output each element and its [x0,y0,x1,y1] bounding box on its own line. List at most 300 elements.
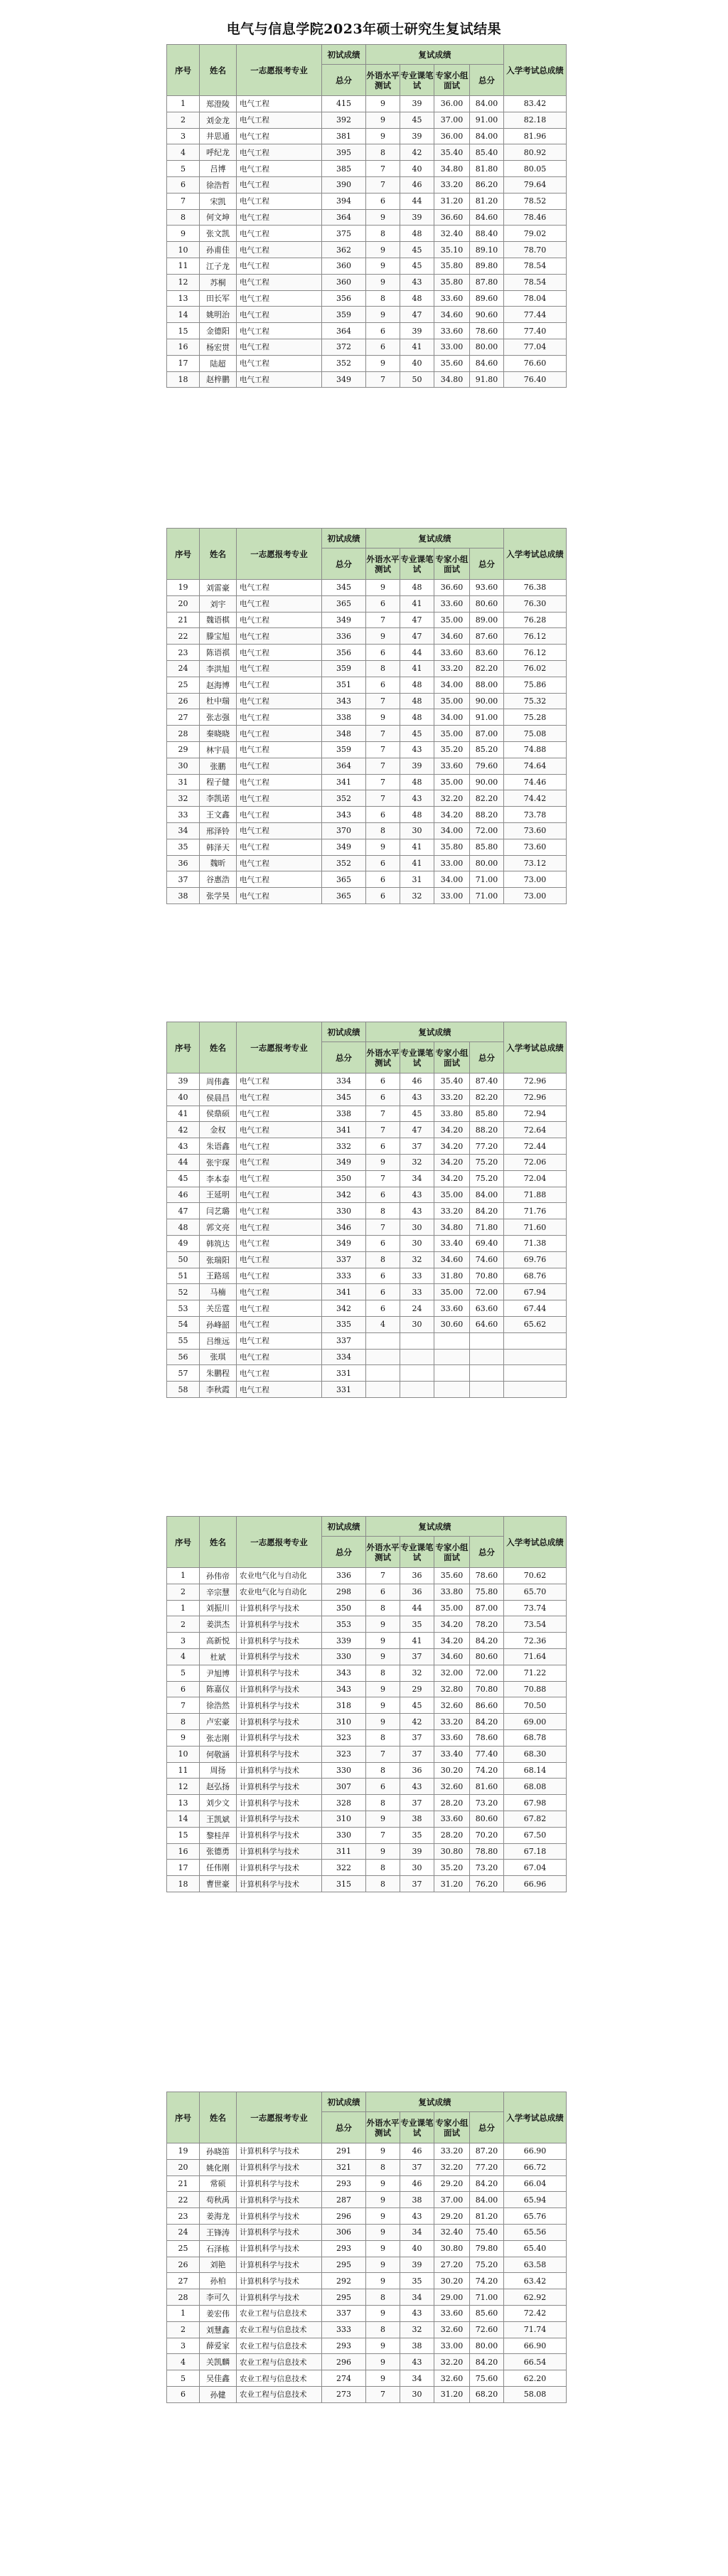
cell-seq: 5 [167,161,200,177]
cell-written: 48 [400,677,434,693]
cell-written [400,1365,434,1382]
cell-final-score: 78.46 [504,209,567,226]
cell-interview: 33.20 [434,1203,470,1219]
table-row [167,1779,567,1795]
cell-seq: 51 [167,1268,200,1284]
cell-major: 计算机科学与技术 [237,2159,322,2175]
cell-prelim-total: 392 [322,112,366,128]
table-row [167,2192,567,2208]
cell-seq: 15 [167,323,200,339]
header-interview: 专家小组面试 [434,1042,470,1074]
cell-foreign-lang: 7 [366,693,400,709]
cell-foreign-lang: 9 [366,1843,400,1860]
cell-retest-total: 73.20 [470,1795,504,1811]
cell-written: 41 [400,839,434,855]
cell-seq: 5 [167,2370,200,2387]
cell-written: 37 [400,1729,434,1746]
cell-retest-total: 80.60 [470,1648,504,1665]
cell-interview: 35.20 [434,741,470,758]
cell-name: 薛爱家 [200,2338,237,2354]
cell-foreign-lang: 4 [366,1316,400,1332]
header-foreign-lang: 外语水平测试 [366,65,400,96]
cell-foreign-lang: 7 [366,161,400,177]
cell-final-score: 66.04 [504,2175,567,2192]
score-table [166,528,567,904]
cell-major: 电气工程 [237,1316,322,1332]
cell-seq: 27 [167,709,200,726]
cell-interview: 34.80 [434,161,470,177]
table-row [167,1251,567,1268]
cell-final-score: 73.54 [504,1616,567,1633]
cell-major: 电气工程 [237,839,322,855]
cell-prelim-total: 296 [322,2208,366,2225]
cell-retest-total: 75.40 [470,2224,504,2240]
cell-final-score: 73.12 [504,855,567,871]
cell-final-score: 79.02 [504,226,567,242]
cell-retest-total: 89.60 [470,290,504,307]
table-row [167,2224,567,2240]
cell-written: 48 [400,580,434,596]
cell-interview: 33.20 [434,176,470,193]
cell-major: 电气工程 [237,1187,322,1203]
cell-prelim-total: 381 [322,128,366,144]
cell-interview: 33.60 [434,290,470,307]
table-row [167,1876,567,1892]
cell-name: 姚明治 [200,307,237,323]
cell-seq: 14 [167,307,200,323]
cell-written: 40 [400,161,434,177]
cell-name: 刘雷豪 [200,580,237,596]
cell-prelim-total: 352 [322,790,366,807]
cell-interview: 34.60 [434,1648,470,1665]
cell-name: 李本泰 [200,1170,237,1187]
header-prelim-total: 总分 [322,1042,366,1074]
cell-prelim-total: 287 [322,2192,366,2208]
header-major: 一志愿报考专业 [237,529,322,580]
table-row [167,1300,567,1317]
cell-written: 32 [400,888,434,904]
cell-prelim-total: 375 [322,226,366,242]
cell-retest-total: 90.00 [470,774,504,790]
cell-written: 36 [400,1568,434,1584]
cell-foreign-lang: 7 [366,371,400,388]
cell-interview: 30.20 [434,2273,470,2289]
cell-written: 39 [400,1843,434,1860]
cell-written: 40 [400,2240,434,2257]
table-row [167,1138,567,1155]
cell-prelim-total: 337 [322,2305,366,2321]
cell-seq: 56 [167,1349,200,1365]
cell-written: 47 [400,307,434,323]
cell-prelim-total: 349 [322,1154,366,1170]
cell-written [400,1382,434,1398]
cell-seq: 19 [167,2143,200,2160]
cell-prelim-total: 415 [322,96,366,112]
cell-final-score [504,1332,567,1349]
cell-seq: 7 [167,1697,200,1714]
table-row [167,2305,567,2321]
table-row [167,112,567,128]
cell-name: 任伟刚 [200,1860,237,1876]
cell-foreign-lang: 9 [366,2175,400,2192]
cell-name: 孙峰韶 [200,1316,237,1332]
cell-final-score: 71.22 [504,1665,567,1681]
cell-prelim-total: 323 [322,1729,366,1746]
cell-prelim-total: 365 [322,871,366,888]
cell-foreign-lang: 6 [366,1089,400,1106]
cell-retest-total: 74.20 [470,1762,504,1779]
cell-retest-total: 63.60 [470,1300,504,1317]
cell-seq: 18 [167,371,200,388]
cell-foreign-lang: 6 [366,645,400,661]
cell-interview: 34.20 [434,1633,470,1649]
cell-name: 陈嘉仪 [200,1681,237,1697]
cell-prelim-total: 338 [322,1106,366,1122]
cell-written: 43 [400,1187,434,1203]
cell-written: 35 [400,2273,434,2289]
cell-written: 43 [400,790,434,807]
cell-prelim-total: 359 [322,660,366,677]
cell-seq: 22 [167,2192,200,2208]
cell-written: 30 [400,2386,434,2402]
cell-prelim-total: 298 [322,1584,366,1600]
table-row [167,1811,567,1827]
cell-prelim-total: 385 [322,161,366,177]
cell-written: 30 [400,822,434,839]
cell-retest-total: 87.00 [470,1600,504,1616]
cell-prelim-total: 321 [322,2159,366,2175]
cell-final-score: 72.96 [504,1089,567,1106]
cell-retest-total: 77.20 [470,2159,504,2175]
cell-foreign-lang: 9 [366,1616,400,1633]
cell-major: 电气工程 [237,1074,322,1090]
cell-retest-total: 80.60 [470,595,504,612]
cell-foreign-lang: 6 [366,888,400,904]
cell-foreign-lang: 7 [366,774,400,790]
cell-interview: 35.10 [434,242,470,258]
cell-foreign-lang: 7 [366,726,400,742]
cell-foreign-lang: 9 [366,274,400,290]
cell-prelim-total: 307 [322,1779,366,1795]
cell-major: 电气工程 [237,595,322,612]
table-row [167,2289,567,2306]
cell-retest-total: 88.20 [470,1122,504,1138]
cell-name: 刘振川 [200,1600,237,1616]
table-row [167,741,567,758]
cell-written: 32 [400,1154,434,1170]
cell-major: 电气工程 [237,96,322,112]
cell-major: 电气工程 [237,1106,322,1122]
header-prelim: 初试成绩 [322,1022,366,1042]
cell-interview: 36.60 [434,209,470,226]
cell-prelim-total: 273 [322,2386,366,2402]
cell-interview: 34.00 [434,822,470,839]
cell-retest-total: 85.80 [470,1106,504,1122]
table-row [167,1681,567,1697]
cell-name: 赵海博 [200,677,237,693]
cell-written: 44 [400,1600,434,1616]
cell-major: 电气工程 [237,290,322,307]
cell-final-score: 76.40 [504,371,567,388]
cell-retest-total: 78.80 [470,1843,504,1860]
cell-seq: 27 [167,2273,200,2289]
cell-prelim-total: 331 [322,1365,366,1382]
cell-retest-total: 82.20 [470,1089,504,1106]
cell-interview: 34.00 [434,871,470,888]
cell-prelim-total: 360 [322,274,366,290]
cell-major: 农业电气化与自动化 [237,1568,322,1584]
cell-seq: 9 [167,1729,200,1746]
table-row [167,242,567,258]
cell-seq: 21 [167,2175,200,2192]
table-row [167,774,567,790]
cell-foreign-lang: 9 [366,1811,400,1827]
cell-retest-total: 83.60 [470,645,504,661]
cell-written: 32 [400,2321,434,2338]
cell-retest-total: 75.20 [470,1170,504,1187]
table-row [167,2257,567,2273]
cell-final-score: 67.44 [504,1300,567,1317]
cell-interview: 27.20 [434,2257,470,2273]
header-written: 专业课笔试 [400,1042,434,1074]
cell-written: 48 [400,774,434,790]
cell-name: 王凯斌 [200,1811,237,1827]
table-row [167,290,567,307]
cell-written: 33 [400,1284,434,1300]
cell-foreign-lang: 9 [366,580,400,596]
cell-major: 电气工程 [237,1170,322,1187]
cell-prelim-total: 311 [322,1843,366,1860]
cell-interview: 29.20 [434,2175,470,2192]
cell-retest-total: 89.00 [470,612,504,628]
cell-name: 张鹏 [200,758,237,774]
cell-foreign-lang: 8 [366,144,400,161]
cell-foreign-lang: 9 [366,628,400,645]
header-name: 姓名 [200,2092,237,2143]
header-seq: 序号 [167,529,200,580]
table-row [167,1382,567,1398]
table-row [167,871,567,888]
cell-prelim-total: 306 [322,2224,366,2240]
cell-retest-total: 87.40 [470,1074,504,1090]
cell-interview: 31.20 [434,1876,470,1892]
cell-written: 41 [400,1633,434,1649]
cell-major: 电气工程 [237,1138,322,1155]
cell-prelim-total: 334 [322,1074,366,1090]
header-written: 专业课笔试 [400,2112,434,2143]
cell-foreign-lang: 9 [366,839,400,855]
cell-foreign-lang: 9 [366,2305,400,2321]
cell-foreign-lang: 9 [366,307,400,323]
cell-final-score: 77.44 [504,307,567,323]
cell-written: 41 [400,595,434,612]
cell-final-score [504,1382,567,1398]
cell-foreign-lang: 9 [366,2192,400,2208]
cell-foreign-lang: 9 [366,2240,400,2257]
cell-interview: 33.20 [434,660,470,677]
cell-prelim-total: 359 [322,741,366,758]
table-row [167,790,567,807]
cell-foreign-lang: 7 [366,1106,400,1122]
table-row [167,1316,567,1332]
cell-name: 尹旭博 [200,1665,237,1681]
cell-seq: 36 [167,855,200,871]
cell-name: 魏昕 [200,855,237,871]
cell-final-score: 65.70 [504,1584,567,1600]
cell-name: 吕博 [200,161,237,177]
cell-written: 46 [400,176,434,193]
header-retest: 复试成绩 [366,1022,504,1042]
cell-foreign-lang: 9 [366,1681,400,1697]
cell-final-score: 80.92 [504,144,567,161]
cell-seq: 54 [167,1316,200,1332]
cell-prelim-total: 341 [322,1284,366,1300]
cell-final-score: 67.98 [504,1795,567,1811]
cell-prelim-total: 333 [322,1268,366,1284]
cell-interview: 33.40 [434,1235,470,1251]
cell-seq: 1 [167,1568,200,1584]
cell-retest-total: 79.60 [470,758,504,774]
header-name: 姓名 [200,45,237,96]
cell-written [400,1332,434,1349]
cell-interview: 32.40 [434,2224,470,2240]
cell-seq: 9 [167,226,200,242]
cell-seq: 2 [167,1616,200,1633]
cell-final-score: 65.94 [504,2192,567,2208]
cell-seq: 31 [167,774,200,790]
cell-final-score: 65.62 [504,1316,567,1332]
table-row [167,2159,567,2175]
cell-prelim-total: 342 [322,1187,366,1203]
cell-retest-total: 86.20 [470,176,504,193]
score-table [166,44,567,388]
table-row [167,1203,567,1219]
cell-foreign-lang: 9 [366,209,400,226]
cell-seq: 35 [167,839,200,855]
cell-major: 电气工程 [237,323,322,339]
cell-seq: 26 [167,2257,200,2273]
cell-name: 徐浩然 [200,1697,237,1714]
cell-retest-total: 81.20 [470,2208,504,2225]
table-row [167,1187,567,1203]
header-final: 入学考试总成绩 [504,529,567,580]
header-retest: 复试成绩 [366,45,504,65]
cell-retest-total: 84.20 [470,2354,504,2370]
cell-name: 关凯麟 [200,2354,237,2370]
table-row [167,822,567,839]
cell-foreign-lang: 8 [366,2159,400,2175]
cell-retest-total: 86.60 [470,1697,504,1714]
cell-name: 张宇琛 [200,1154,237,1170]
cell-retest-total: 75.80 [470,1584,504,1600]
cell-written: 44 [400,645,434,661]
cell-retest-total: 88.00 [470,677,504,693]
cell-major: 电气工程 [237,822,322,839]
cell-retest-total: 72.00 [470,1284,504,1300]
table-row [167,1843,567,1860]
cell-retest-total: 85.80 [470,839,504,855]
cell-major: 电气工程 [237,1300,322,1317]
cell-written: 48 [400,290,434,307]
cell-name: 侯晨昌 [200,1089,237,1106]
cell-retest-total: 71.80 [470,1219,504,1236]
cell-name: 张学昊 [200,888,237,904]
cell-name: 何文坤 [200,209,237,226]
cell-major: 电气工程 [237,774,322,790]
cell-retest-total: 70.80 [470,1681,504,1697]
cell-final-score: 71.38 [504,1235,567,1251]
cell-seq: 58 [167,1382,200,1398]
cell-name: 金德阳 [200,323,237,339]
cell-final-score: 75.32 [504,693,567,709]
cell-prelim-total: 310 [322,1811,366,1827]
cell-foreign-lang: 6 [366,339,400,355]
table-row [167,628,567,645]
cell-interview: 34.20 [434,1154,470,1170]
cell-foreign-lang: 6 [366,1187,400,1203]
cell-seq: 24 [167,660,200,677]
cell-retest-total: 84.00 [470,1187,504,1203]
cell-written: 34 [400,2289,434,2306]
cell-major: 计算机科学与技术 [237,2143,322,2160]
table-row [167,595,567,612]
cell-major: 电气工程 [237,242,322,258]
table-row [167,193,567,209]
cell-written: 48 [400,709,434,726]
cell-interview: 34.20 [434,1616,470,1633]
cell-foreign-lang: 9 [366,2257,400,2273]
cell-interview: 34.20 [434,807,470,823]
cell-retest-total: 70.80 [470,1268,504,1284]
cell-seq: 40 [167,1089,200,1106]
cell-seq: 8 [167,209,200,226]
cell-prelim-total: 364 [322,323,366,339]
cell-foreign-lang: 8 [366,1762,400,1779]
cell-interview: 30.60 [434,1316,470,1332]
cell-foreign-lang: 6 [366,677,400,693]
cell-interview: 31.80 [434,1268,470,1284]
cell-name: 王锋涛 [200,2224,237,2240]
cell-foreign-lang: 9 [366,2224,400,2240]
cell-retest-total: 78.60 [470,1568,504,1584]
cell-major: 电气工程 [237,1154,322,1170]
cell-written: 29 [400,1681,434,1697]
cell-prelim-total: 296 [322,2354,366,2370]
cell-interview: 35.60 [434,1568,470,1584]
header-seq: 序号 [167,45,200,96]
cell-prelim-total: 336 [322,628,366,645]
cell-foreign-lang: 8 [366,1251,400,1268]
table-row [167,2273,567,2289]
cell-foreign-lang: 6 [366,807,400,823]
cell-name: 黎桂萍 [200,1827,237,1843]
header-major: 一志愿报考专业 [237,45,322,96]
cell-major: 电气工程 [237,193,322,209]
table-row [167,1648,567,1665]
cell-foreign-lang: 9 [366,709,400,726]
cell-seq: 4 [167,2354,200,2370]
header-prelim-total: 总分 [322,65,366,96]
table-row [167,1584,567,1600]
table-row [167,1349,567,1365]
cell-interview: 33.60 [434,758,470,774]
table-row [167,2321,567,2338]
cell-name: 孙柏 [200,2273,237,2289]
cell-final-score: 65.76 [504,2208,567,2225]
cell-name: 张志强 [200,709,237,726]
cell-name: 韩泽天 [200,839,237,855]
table-row [167,1089,567,1106]
